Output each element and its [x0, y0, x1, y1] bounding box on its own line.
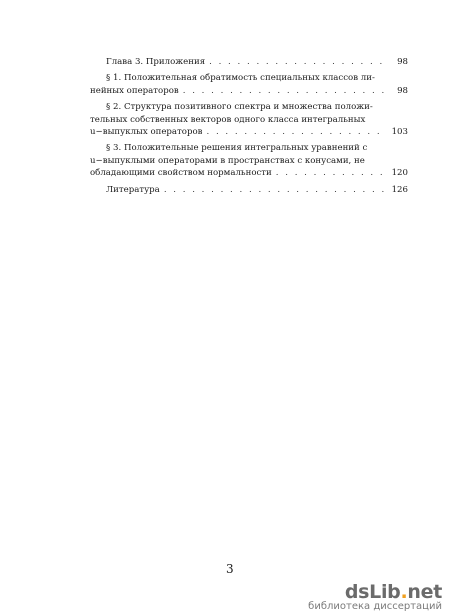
toc-leader-dots [276, 167, 384, 179]
toc-page-number: 103 [391, 127, 408, 138]
toc-entry-section-3[interactable] [90, 142, 408, 179]
toc-page-number: 98 [397, 57, 408, 67]
toc-page-number: 126 [391, 184, 408, 195]
page-number: 3 [226, 562, 234, 576]
watermark-logo-dot: . [400, 581, 408, 603]
toc-section-text: тельных собственных векторов одного класса интегральных [90, 114, 366, 125]
toc-section-text-last: нейных операторов [90, 85, 179, 96]
toc-section-text-last: u−выпуклых операторов [90, 127, 203, 138]
toc-entry-chapter[interactable] [90, 56, 408, 68]
toc-leader-dots [164, 184, 384, 196]
toc-entry-literature[interactable] [90, 184, 408, 196]
watermark [308, 581, 442, 612]
watermark-logo-tld: net [407, 581, 442, 603]
toc-section-text: § 3. Положительные решения интегральных уравнений с [106, 143, 368, 154]
toc-page-number: 98 [397, 85, 408, 96]
toc-chapter-label: Глава 3. Приложения [106, 57, 206, 67]
toc-literature-label: Литература [106, 184, 160, 195]
toc-leader-dots [209, 56, 384, 68]
table-of-contents [90, 56, 408, 200]
toc-section-text: § 1. Положительная обратимость специальных классов ли- [106, 73, 375, 84]
toc-section-text: § 2. Структура позитивного спектра и множества положи- [106, 102, 373, 113]
toc-section-text-last: обладающими свойством нормальности [90, 168, 272, 179]
toc-entry-section-2[interactable] [90, 101, 408, 138]
watermark-logo [308, 581, 442, 603]
toc-page-number: 120 [391, 168, 408, 179]
toc-section-text: u−выпуклыми операторами в пространствах с конусами, не [90, 155, 365, 166]
watermark-logo-main: dsLib [344, 581, 401, 603]
toc-leader-dots [207, 126, 385, 138]
toc-leader-dots [183, 85, 384, 97]
toc-entry-section-1[interactable] [90, 72, 408, 97]
watermark-subtitle: библиотека диссертаций [308, 601, 442, 612]
